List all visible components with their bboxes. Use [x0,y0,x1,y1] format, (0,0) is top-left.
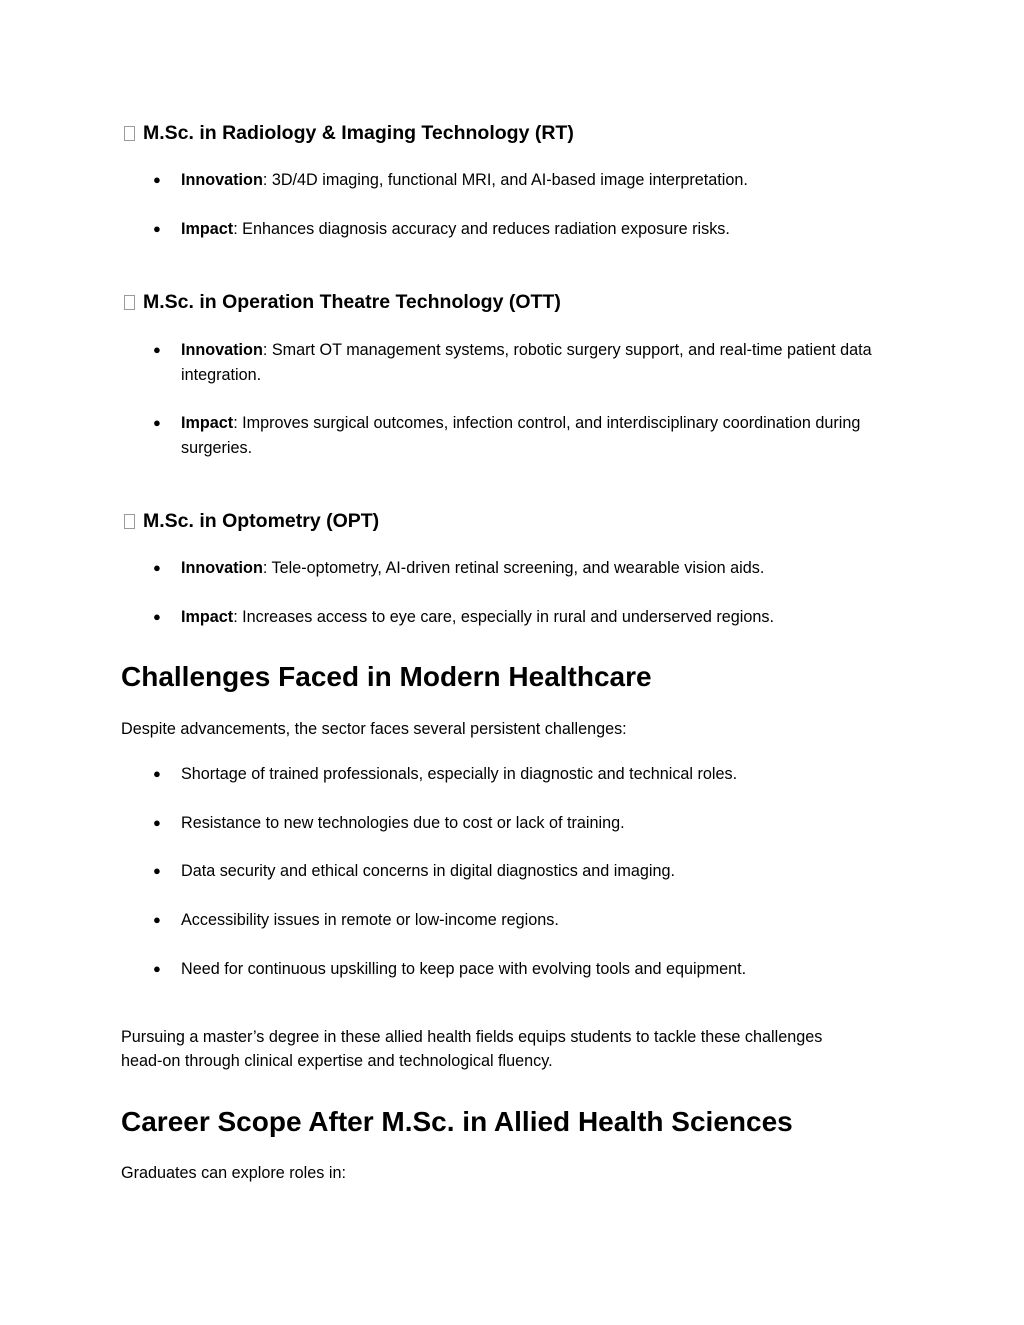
challenges-closing: Pursuing a master’s degree in these allied health fields equips students to tackle these challenges head-on through clinical expertise and technological fluency. [121,1028,823,1070]
section-heading-text: M.Sc. in Radiology & Imaging Technology (RT) [143,122,574,144]
bullet-text: Resistance to new technologies due to cost or lack of training. [181,814,625,832]
bullet-icon: ● [153,609,161,624]
bullet-icon: ● [153,961,161,976]
bullet-icon: ● [153,172,161,187]
section-heading-text: M.Sc. in Operation Theatre Technology (OTT) [143,291,561,313]
challenges-intro: Despite advancements, the sector faces several persistent challenges: [121,720,627,738]
section-heading-text: M.Sc. in Optometry (OPT) [143,510,380,532]
bullet-label: Impact [181,414,234,432]
bullet-icon: ● [153,221,161,236]
bullet-text: Shortage of trained professionals, especially in diagnostic and technical roles. [181,765,738,783]
bullet-icon: ● [153,560,161,575]
bullet-text: : 3D/4D imaging, functional MRI, and AI-based image interpretation. [262,171,748,189]
bullet-text: : Enhances diagnosis accuracy and reduces radiation exposure risks. [233,220,730,238]
career-heading: Career Scope After M.Sc. in Allied Health Sciences [121,1106,793,1137]
bullet-label: Innovation [181,559,263,577]
section-heading-opt [121,509,911,533]
section-heading-rt [121,121,911,145]
bullet-icon: ● [153,863,161,878]
bullet-label: Innovation [181,171,263,189]
bullet-icon: ● [153,912,161,927]
missing-glyph-icon [124,126,135,141]
career-intro: Graduates can explore roles in: [121,1164,346,1182]
bullet-text: Data security and ethical concerns in digital diagnostics and imaging. [181,862,675,880]
bullet-text: : Improves surgical outcomes, infection control, and interdisciplinary coordination during surgeries. [181,414,861,457]
bullet-label: Innovation [181,341,263,359]
bullet-label: Impact [181,220,234,238]
bullet-text: Need for continuous upskilling to keep pace with evolving tools and equipment. [181,960,747,978]
bullet-text: : Smart OT management systems, robotic surgery support, and real-time patient data integration. [181,341,872,384]
section-heading-ott [121,290,911,314]
bullet-text: : Increases access to eye care, especially in rural and underserved regions. [233,608,774,626]
challenges-heading: Challenges Faced in Modern Healthcare [121,661,652,692]
bullet-text: : Tele-optometry, AI-driven retinal screening, and wearable vision aids. [262,559,765,577]
bullet-icon: ● [153,766,161,781]
bullet-icon: ● [153,415,161,430]
bullet-text: Accessibility issues in remote or low-income regions. [181,911,559,929]
bullet-label: Impact [181,608,234,626]
missing-glyph-icon [124,514,135,529]
missing-glyph-icon [124,295,135,310]
bullet-icon: ● [153,342,161,357]
bullet-icon: ● [153,815,161,830]
